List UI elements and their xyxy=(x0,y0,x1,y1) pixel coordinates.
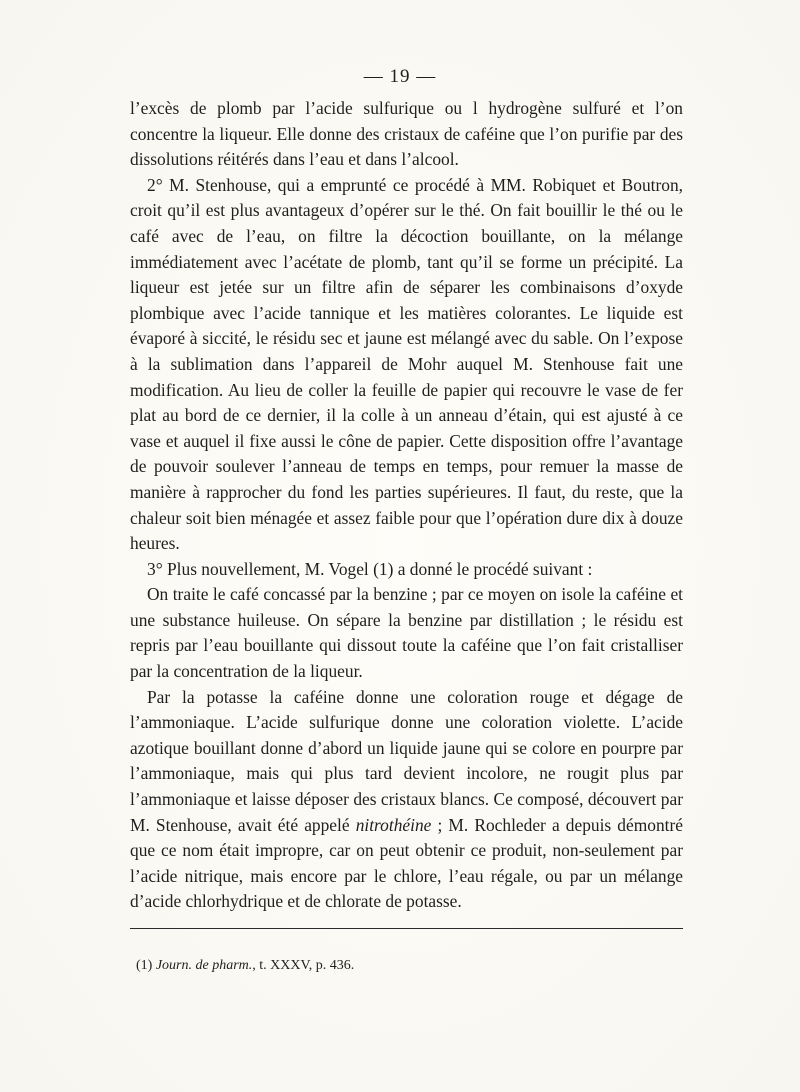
paragraph-5-part-1: Par la potasse la caféine donne une coloration rouge et dégage de l’ammoniaque. L’acide sulfurique donne une coloration violette. L’acide azotique bouillant donne d’abord un liquide jaune qui se colore en pourpre par l’ammoniaque, mais qui plus tard devient incolore, ne rougit plus par l’ammoniaque et laisse déposer des cristaux blancs. Ce composé, découvert par M. Stenhouse, avait été appelé xyxy=(130,686,683,835)
footnote xyxy=(136,957,354,975)
paragraph-4: On traite le café concassé par la benzine ; par ce moyen on isole la caféine et une substance huileuse. On sépare la benzine par distillation ; le résidu est repris par l’eau bouillante qui dissout toute la caféine que l’on fait cristalliser par la concentration de la liqueur. xyxy=(130,584,683,682)
paragraph-1: l’excès de plomb par l’acide sulfurique ou l hydrogène sulfuré et l’on concentre la liqueur. Elle donne des cristaux de caféine que l’on purifie par des dissolutions réitérés dans l’eau et dans l’alcool. xyxy=(130,98,683,170)
footnote-marker: (1) xyxy=(136,958,153,973)
paragraph-5-italic-term: nitrothéine xyxy=(355,814,432,835)
page-number: — 19 — xyxy=(363,66,437,87)
paragraph-2: 2° M. Stenhouse, qui a emprunté ce procédé à MM. Robiquet et Boutron, croit qu’il est plus avantageux d’opérer sur le thé. On fait bouillir le thé ou le café avec de l’eau, on filtre la décoction bouillante, on la mélange immédiatement avec l’acétate de plomb, tant qu’il se forme un précipité. La liqueur est jetée sur un filtre afin de séparer les combinaisons d’oxyde plombique avec l’acide tannique et les matières colorantes. Le liquide est évaporé à siccité, le résidu sec et jaune est mélangé avec du sable. On l’expose à la sublimation dans l’appareil de Mohr auquel M. Stenhouse fait une modification. Au lieu de coller la feuille de papier qui recouvre le vase de fer plat au bord de ce dernier, il la colle à un anneau d’étain, qui est ajusté à ce vase et auquel il fixe aussi le cône de papier. Cette disposition offre l’avantage de pouvoir soulever l’anneau de temps en temps, pour remuer la masse de manière à rapprocher du fond les parties supérieures. Il faut, du reste, que la chaleur soit bien ménagée et assez faible pour que l’opération dure dix à douze heures. xyxy=(130,174,683,554)
footnote-divider xyxy=(130,928,683,929)
paragraph-5 xyxy=(130,685,683,915)
footnote-source: Journ. de pharm. xyxy=(155,958,253,973)
footnote-reference: , t. XXXV, p. 436. xyxy=(252,958,355,973)
body-text xyxy=(130,96,683,915)
paragraph-3: 3° Plus nouvellement, M. Vogel (1) a donné le procédé suivant : xyxy=(147,558,593,579)
paragraph-5-part-2: ; M. Rochleder a depuis démontré que ce nom était impropre, car on peut obtenir ce produit, non-seulement par l’acide nitrique, mais encore par le chlore, l’eau régale, ou par un mélange d’acide chlorhydrique et de chlorate de potasse. xyxy=(130,814,683,912)
